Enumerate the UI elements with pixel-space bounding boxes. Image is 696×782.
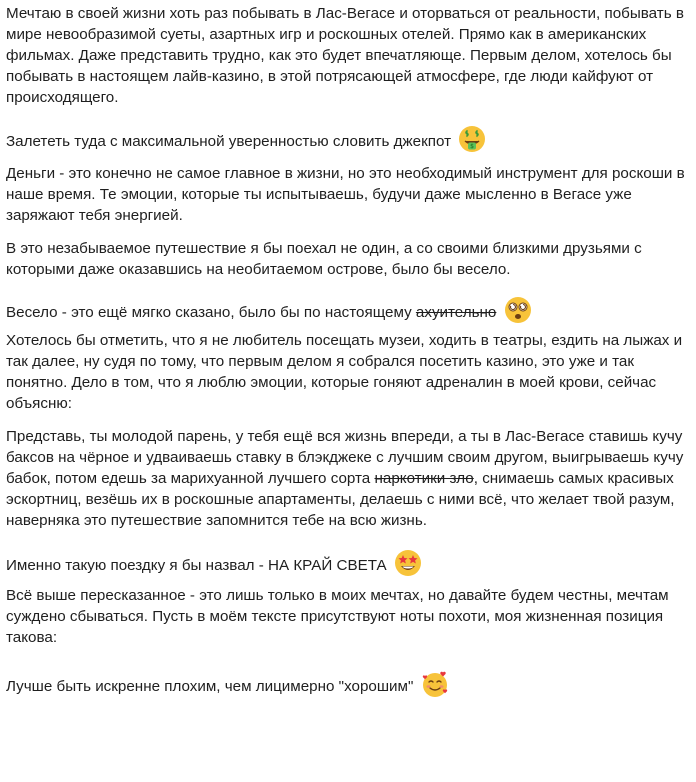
paragraph-edge: Именно такую поездку я бы назвал - НА КРАЙ СВЕТА xyxy=(6,549,690,577)
star-struck-icon xyxy=(394,549,422,577)
paragraph-intro: Мечтаю в своей жизни хоть раз побывать в Лас-Вегасе и оторваться от реальности, побывать в мире невообразимой суеты, азартных игр и роскошных отелей. Прямо как в американских фильмах. Даже представить трудно, как это будет впечатляюще. Первым делом, хотелось бы побывать в настоящем лайв-казино, в этой потрясающей атмосфере, где люди кайфуют от происходящего. xyxy=(6,5,684,106)
post-body xyxy=(6,3,690,698)
paragraph-fun: Весело - это ещё мягко сказано, было бы по настоящему ахуительно xyxy=(6,296,690,324)
smiling-face-with-hearts-icon xyxy=(421,670,449,698)
svg-text:$: $ xyxy=(470,143,475,150)
paragraph-dreams: Всё выше пересказанное - это лишь только в моих мечтах, но давайте будем честны, мечтам суждено сбываться. Пусть в моём тексте присутствуют ноты похоти, моя жизненная позиция такова: xyxy=(6,587,669,646)
dizzy-face-icon xyxy=(504,296,532,324)
strikethrough-phrase: наркотики зло xyxy=(374,470,474,487)
strikethrough-word: ахуительно xyxy=(415,304,497,321)
money-mouth-face-icon xyxy=(458,125,486,153)
paragraph-friends: В это незабываемое путешествие я бы поехал не один, а со своими близкими друзьями с которыми даже оказавшись на необитаемом острове, было бы весело. xyxy=(6,240,642,278)
paragraph-money: Деньги - это конечно не самое главное в жизни, но это необходимый инструмент для роскоши в наше время. Те эмоции, которые ты испытываешь, будучи даже мысленно в Вегасе уже заряжают тебя энергией. xyxy=(6,165,685,224)
paragraph-jackpot: Залететь туда с максимальной уверенностью словить джекпот $ xyxy=(6,125,690,153)
paragraph-imagine: Представь, ты молодой парень, у тебя ещё вся жизнь впереди, а ты в Лас-Вегасе ставишь кучу баксов на чёрное и удваиваешь ставку в блэкджеке с лучшим своим другом, выигрываешь кучу бабок, потом едешь за марихуанной лучшего сорта наркотики зло, снимаешь самых красивых эскортниц, везёшь их в роскошные апартаменты, делаешь с ними всё, что желает твой разум, наверняка это путешествие запомнится тебе на всю жизнь. xyxy=(6,428,684,529)
paragraph-adrenaline: Хотелось бы отметить, что я не любитель посещать музеи, ходить в театры, ездить на лыжах и так далее, ну судя по тому, что первым делом я собрался посетить казино, это уже и так понятно. Дело в том, что я люблю эмоции, которые гоняют адреналин в моей крови, сейчас объясню: xyxy=(6,332,683,412)
paragraph-motto: Лучше быть искренне плохим, чем лицимерно "хорошим" xyxy=(6,670,690,698)
